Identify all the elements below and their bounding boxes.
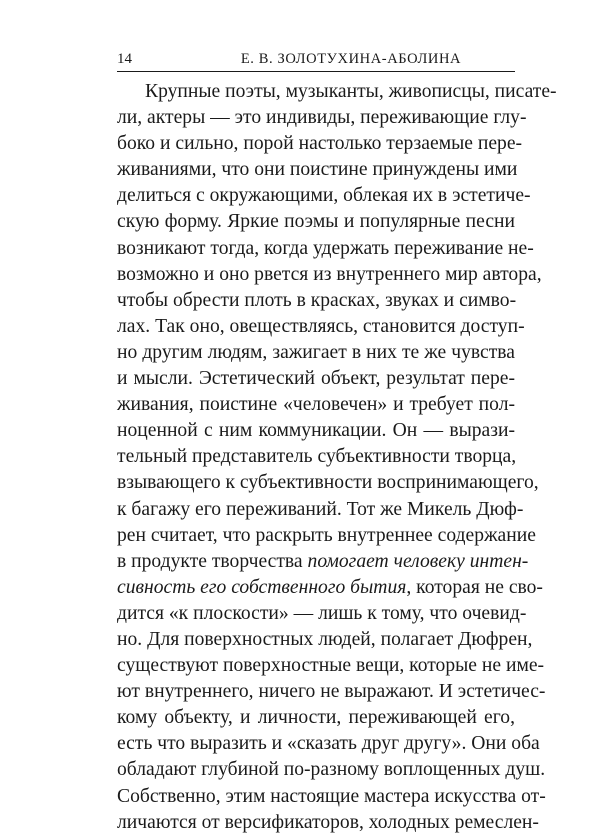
text-line: обладают глубиной по-разному воплощенных душ.	[117, 759, 546, 781]
header-rule	[117, 71, 515, 72]
running-head	[117, 50, 515, 72]
text-line: возникают тогда, когда удержать переживание не-	[117, 237, 534, 259]
text-line: лах. Так оно, овеществляясь, становится доступ-	[117, 315, 525, 337]
text-line: есть что выразить и «сказать друг другу». Они оба	[117, 733, 540, 755]
text-line: возможно и оно рвется из внутреннего мир автора,	[117, 263, 542, 285]
text-line: дится «к плоскости» — лишь к тому, что очевид-	[117, 602, 527, 624]
text-line: ют внутреннего, ничего не выражают. И эстетичес-	[117, 681, 546, 703]
text-line: рен считает, что раскрыть внутреннее содержание	[117, 524, 536, 546]
text-line: кому объекту, и личности, переживающей его,	[117, 707, 515, 729]
text-line: скую форму. Яркие поэмы и популярные песни	[117, 211, 515, 233]
text-line: чтобы обрести плоть в красках, звуках и симво-	[117, 289, 517, 311]
text-line: но другим людям, зажигает в них те же чувства	[117, 341, 515, 363]
text-line: сивность его собственного бытия, которая не сво-	[117, 576, 543, 598]
text-line: тельный представитель субъективности творца,	[117, 446, 517, 468]
text-line: существуют поверхностные вещи, которые не име-	[117, 655, 545, 677]
text-line: боко и сильно, порой настолько терзаемые пере-	[117, 133, 523, 155]
text-line: Собственно, этим настоящие мастера искусства от-	[117, 785, 546, 807]
text-line: ли, актеры — это индивиды, переживающие глу-	[117, 107, 527, 129]
text-line: делиться с окружающими, облекая их в эстетиче-	[117, 185, 531, 207]
page-number: 14	[117, 51, 132, 67]
text-line: живаниями, что они поистине принуждены ими	[117, 159, 518, 181]
text-line: ноценной с ним коммуникации. Он — вырази-	[117, 420, 515, 442]
running-title: Е. В. ЗОЛОТУХИНА-АБОЛИНА	[240, 51, 462, 67]
text-line: и мысли. Эстетический объект, результат пере-	[117, 368, 515, 390]
text-line: в продукте творчества помогает человеку интен-	[117, 550, 529, 572]
text-line: взывающего к субъективности воспринимающего,	[117, 472, 539, 494]
text-line: но. Для поверхностных людей, полагает Дюфрен,	[117, 628, 533, 650]
italic-phrase: помогает человеку интен-	[307, 550, 529, 572]
text-line: Крупные поэты, музыканты, живописцы, писате-	[145, 81, 557, 102]
text-line: к багажу его переживаний. Тот же Микель Дюф-	[117, 498, 524, 520]
text-line: личаются от версификаторов, холодных ремеслен-	[117, 811, 539, 833]
italic-phrase: сивность его собственного бытия	[117, 576, 407, 598]
body-text	[117, 79, 557, 836]
text-line: живания, поистине «человечен» и требует пол-	[117, 394, 515, 416]
